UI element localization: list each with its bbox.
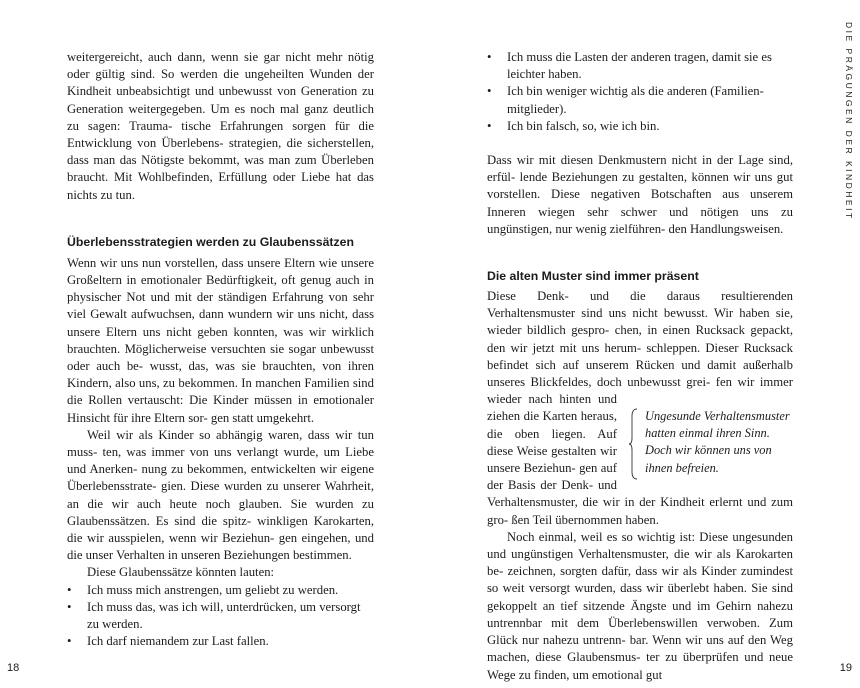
text-line: gen eingehen, und die unser Verhalten in unseren Beziehungen (67, 531, 374, 563)
left-text-column (67, 49, 374, 651)
text-line: Diese negativen Botschaften aus unserem Inneren wiegen sehr (487, 187, 794, 219)
text-line: versorgt wurden, dass wir überlebt haben. Sie sind gekoppelt an (487, 581, 794, 613)
bullet-item (67, 599, 374, 633)
text-line: Ich muss die Lasten der anderen tragen, damit sie es (507, 50, 772, 64)
text-line: und damit außerhalb unseres Blickfeldes, doch unbewusst grei- (487, 357, 793, 390)
text-line: lende Beziehungen zu gestalten, können wir uns gut vorstellen. (487, 170, 793, 202)
paragraph-with-pull-quote (487, 288, 793, 684)
text-line: Überlebenswillen verwoben. Zum Glück nur nahezu untrenn- (487, 615, 793, 648)
text-line: mitglieder). (507, 101, 567, 116)
text-line: leichter haben. (507, 67, 582, 82)
body-paragraph (487, 152, 793, 238)
text-line: und ungünstigen Verhaltensmuster, die wir als Karokarten be- (487, 547, 793, 579)
text-line: Gewalt aufwuchsen, dann wundern wir uns nicht, dass unsere (67, 307, 375, 339)
text-line: gen statt umgekehrt. (210, 410, 315, 425)
text-line: chen, in einen Rucksack gepackt, den wir jetzt mit uns herum- (487, 323, 793, 355)
text-line: Ich darf niemandem zur Last fallen. (87, 634, 269, 649)
text-line: Kindheit erlernt und zum gro- (487, 495, 793, 527)
bullet-item (487, 49, 793, 83)
pull-quote (627, 408, 793, 477)
bullet-item (487, 118, 793, 135)
text-line: Eltern uns nicht geben konnten, was wir wirklich brauchten. (67, 324, 374, 356)
body-paragraph (67, 255, 374, 427)
text-line: Großeltern in emotionaler Bedürftigkeit, oft genug auch in (67, 273, 374, 288)
text-line: Doch wir können uns von (645, 443, 772, 458)
section-heading-alte-muster: Die alten Muster sind immer präsent (487, 269, 699, 284)
bullet-icon: • (67, 634, 72, 649)
brace-icon (629, 408, 639, 480)
belief-list (67, 582, 374, 651)
text-line: nung zu bekommen, entwickelten wir eigene Überlebensstrate- (67, 462, 374, 494)
text-line: Möglicherweise versuchten sie sogar unbewusst oder auch be- (67, 341, 374, 374)
right-page (430, 0, 860, 688)
text-line: sind uns nicht bewusst. Wir haben sie, wieder bildlich gespro- (487, 306, 794, 338)
text-line: Ich muss mich anstrengen, um geliebt zu werden. (87, 582, 339, 597)
text-line: Wenn wir uns nun vorstellen, dass unsere Eltern wie unsere (67, 255, 374, 270)
page-number-right: 19 (839, 662, 852, 674)
text-line: tische Erfahrungen sorgen für die Entwicklung von Überlebens- (67, 118, 375, 151)
text-line: schleppen. Dieser Rucksack befindet sich auf unserem Rücken (487, 340, 794, 372)
text-line: bar. Wenn wir uns auf den Weg machen, diese Glaubensmus- (487, 633, 793, 665)
text-line: die oben liegen. Auf diese Weise gestalten wir unsere Beziehun- (487, 426, 617, 476)
body-paragraph (487, 529, 793, 684)
pull-quote-text (645, 408, 793, 477)
text-line: Noch einmal, weil es so (507, 529, 633, 544)
text-line: wusst, das, was sie brauchten, von ihren Kindern, also uns, zu (67, 359, 374, 391)
bullet-icon: • (67, 582, 72, 597)
body-paragraph (67, 564, 374, 581)
belief-list-continued (487, 49, 793, 135)
text-line: bestimmen. (292, 548, 352, 563)
text-line: Dass wir mit diesen Denkmustern nicht in der Lage sind, erfül- (487, 153, 793, 185)
bullet-item (67, 582, 374, 599)
text-line: noch glauben. Sie wurden zu Glaubenssätzen. Es sind die spitz- (67, 496, 374, 528)
bullet-icon: • (487, 50, 492, 64)
bullet-item (67, 633, 374, 650)
text-line: ßen Teil übernommen haben. (511, 512, 659, 527)
page-number-left: 18 (7, 662, 20, 674)
text-line: hatten einmal ihren Sinn. (645, 426, 770, 441)
section-heading-glaubenssaetze: Überlebensstrategien werden zu Glaubenssätzen (67, 234, 355, 249)
text-line: tief sitzende Ängste und im Gehirn nahezu untrennbar mit dem (487, 598, 793, 630)
text-line: Ich bin falsch, so, wie ich bin. (507, 118, 660, 133)
text-line: strategien, die sicherstellen, dass man das Nötigste bekommt, (67, 136, 375, 168)
text-line: Weil wir als Kinder so abhängig waren, dass wir tun muss- (67, 427, 374, 460)
text-line: gien. Diese wurden zu unserer Wahrheit, an die wir auch heute (67, 479, 374, 511)
intro-paragraph (67, 49, 374, 204)
text-line: Ich muss das, was ich will, unterdrücken, um versorgt zu (87, 599, 361, 632)
bullet-icon: • (487, 118, 492, 133)
text-line: weitergereicht, auch dann, wenn sie gar nicht mehr nötig oder (67, 50, 374, 82)
text-line: schwer und nötigen uns zu ungünstigen, nur wenig zielführen- (487, 204, 793, 236)
text-line: Ich bin weniger wichtig als die anderen (Familien- (507, 84, 764, 99)
text-line: Die Kinder müssen in emotionaler Hinsicht für ihre Eltern sor- (67, 393, 374, 425)
text-line: fen wir immer wieder nach hinten und ziehen die Karten heraus, (487, 375, 794, 424)
text-line: physischer Not und mit der ständigen Erfahrung von sehr viel (67, 290, 374, 322)
text-line: Diese Glaubenssätze könnten lauten: (87, 565, 275, 580)
text-line: gen auf der Basis der Denk- und (487, 461, 617, 493)
text-line: was man zum Überleben braucht. Mit Wohlbefinden, Erfüllung (67, 153, 375, 185)
text-line: zeichnen, sorgten dafür, dass wir als Kinder zumindest so weit (487, 564, 793, 596)
text-line: ihnen befreien. (645, 460, 719, 475)
bullet-icon: • (67, 599, 72, 614)
body-paragraph (67, 427, 374, 565)
text-line: den Handlungsweisen. (668, 221, 784, 236)
text-line: oder Liebe hat das nichts zu tun. (67, 170, 374, 202)
running-head: DIE PRÄGUNGEN DER KINDHEIT (844, 22, 854, 221)
text-line: Ungesunde Verhaltensmuster (645, 409, 790, 424)
text-line: Verhaltensmuster, die wir in der (487, 495, 656, 510)
bullet-item (487, 83, 793, 117)
text-line: bekommen. In manchen Familien sind die Rollen vertauscht: (67, 376, 374, 408)
text-line: werden. (102, 617, 143, 632)
text-line: unbeabsichtigt und unbewusst von Generation zu Generation (67, 84, 375, 116)
text-line: ter zu überprüfen und neue Wege zu finden, um emotional gut (487, 650, 793, 682)
text-line: winkligen Karokarten, die wir ausspielen, wenn wir Beziehun- (67, 513, 374, 546)
text-line: gültig sind. So werden die ungeheilten Wunden der Kindheit (67, 67, 374, 99)
text-line: ten, was immer von uns verlangt wurde, um Liebe und Anerken- (67, 445, 374, 477)
right-text-column (487, 49, 793, 684)
bullet-icon: • (487, 84, 492, 99)
text-line: weitergegeben. Um es noch mal ganz deutlich zu sagen: Trauma- (67, 101, 374, 133)
text-line: Diese Denk- und die daraus resultierenden Verhaltensmuster (487, 289, 793, 321)
text-line: wichtig ist: Diese ungesunden (637, 529, 794, 544)
